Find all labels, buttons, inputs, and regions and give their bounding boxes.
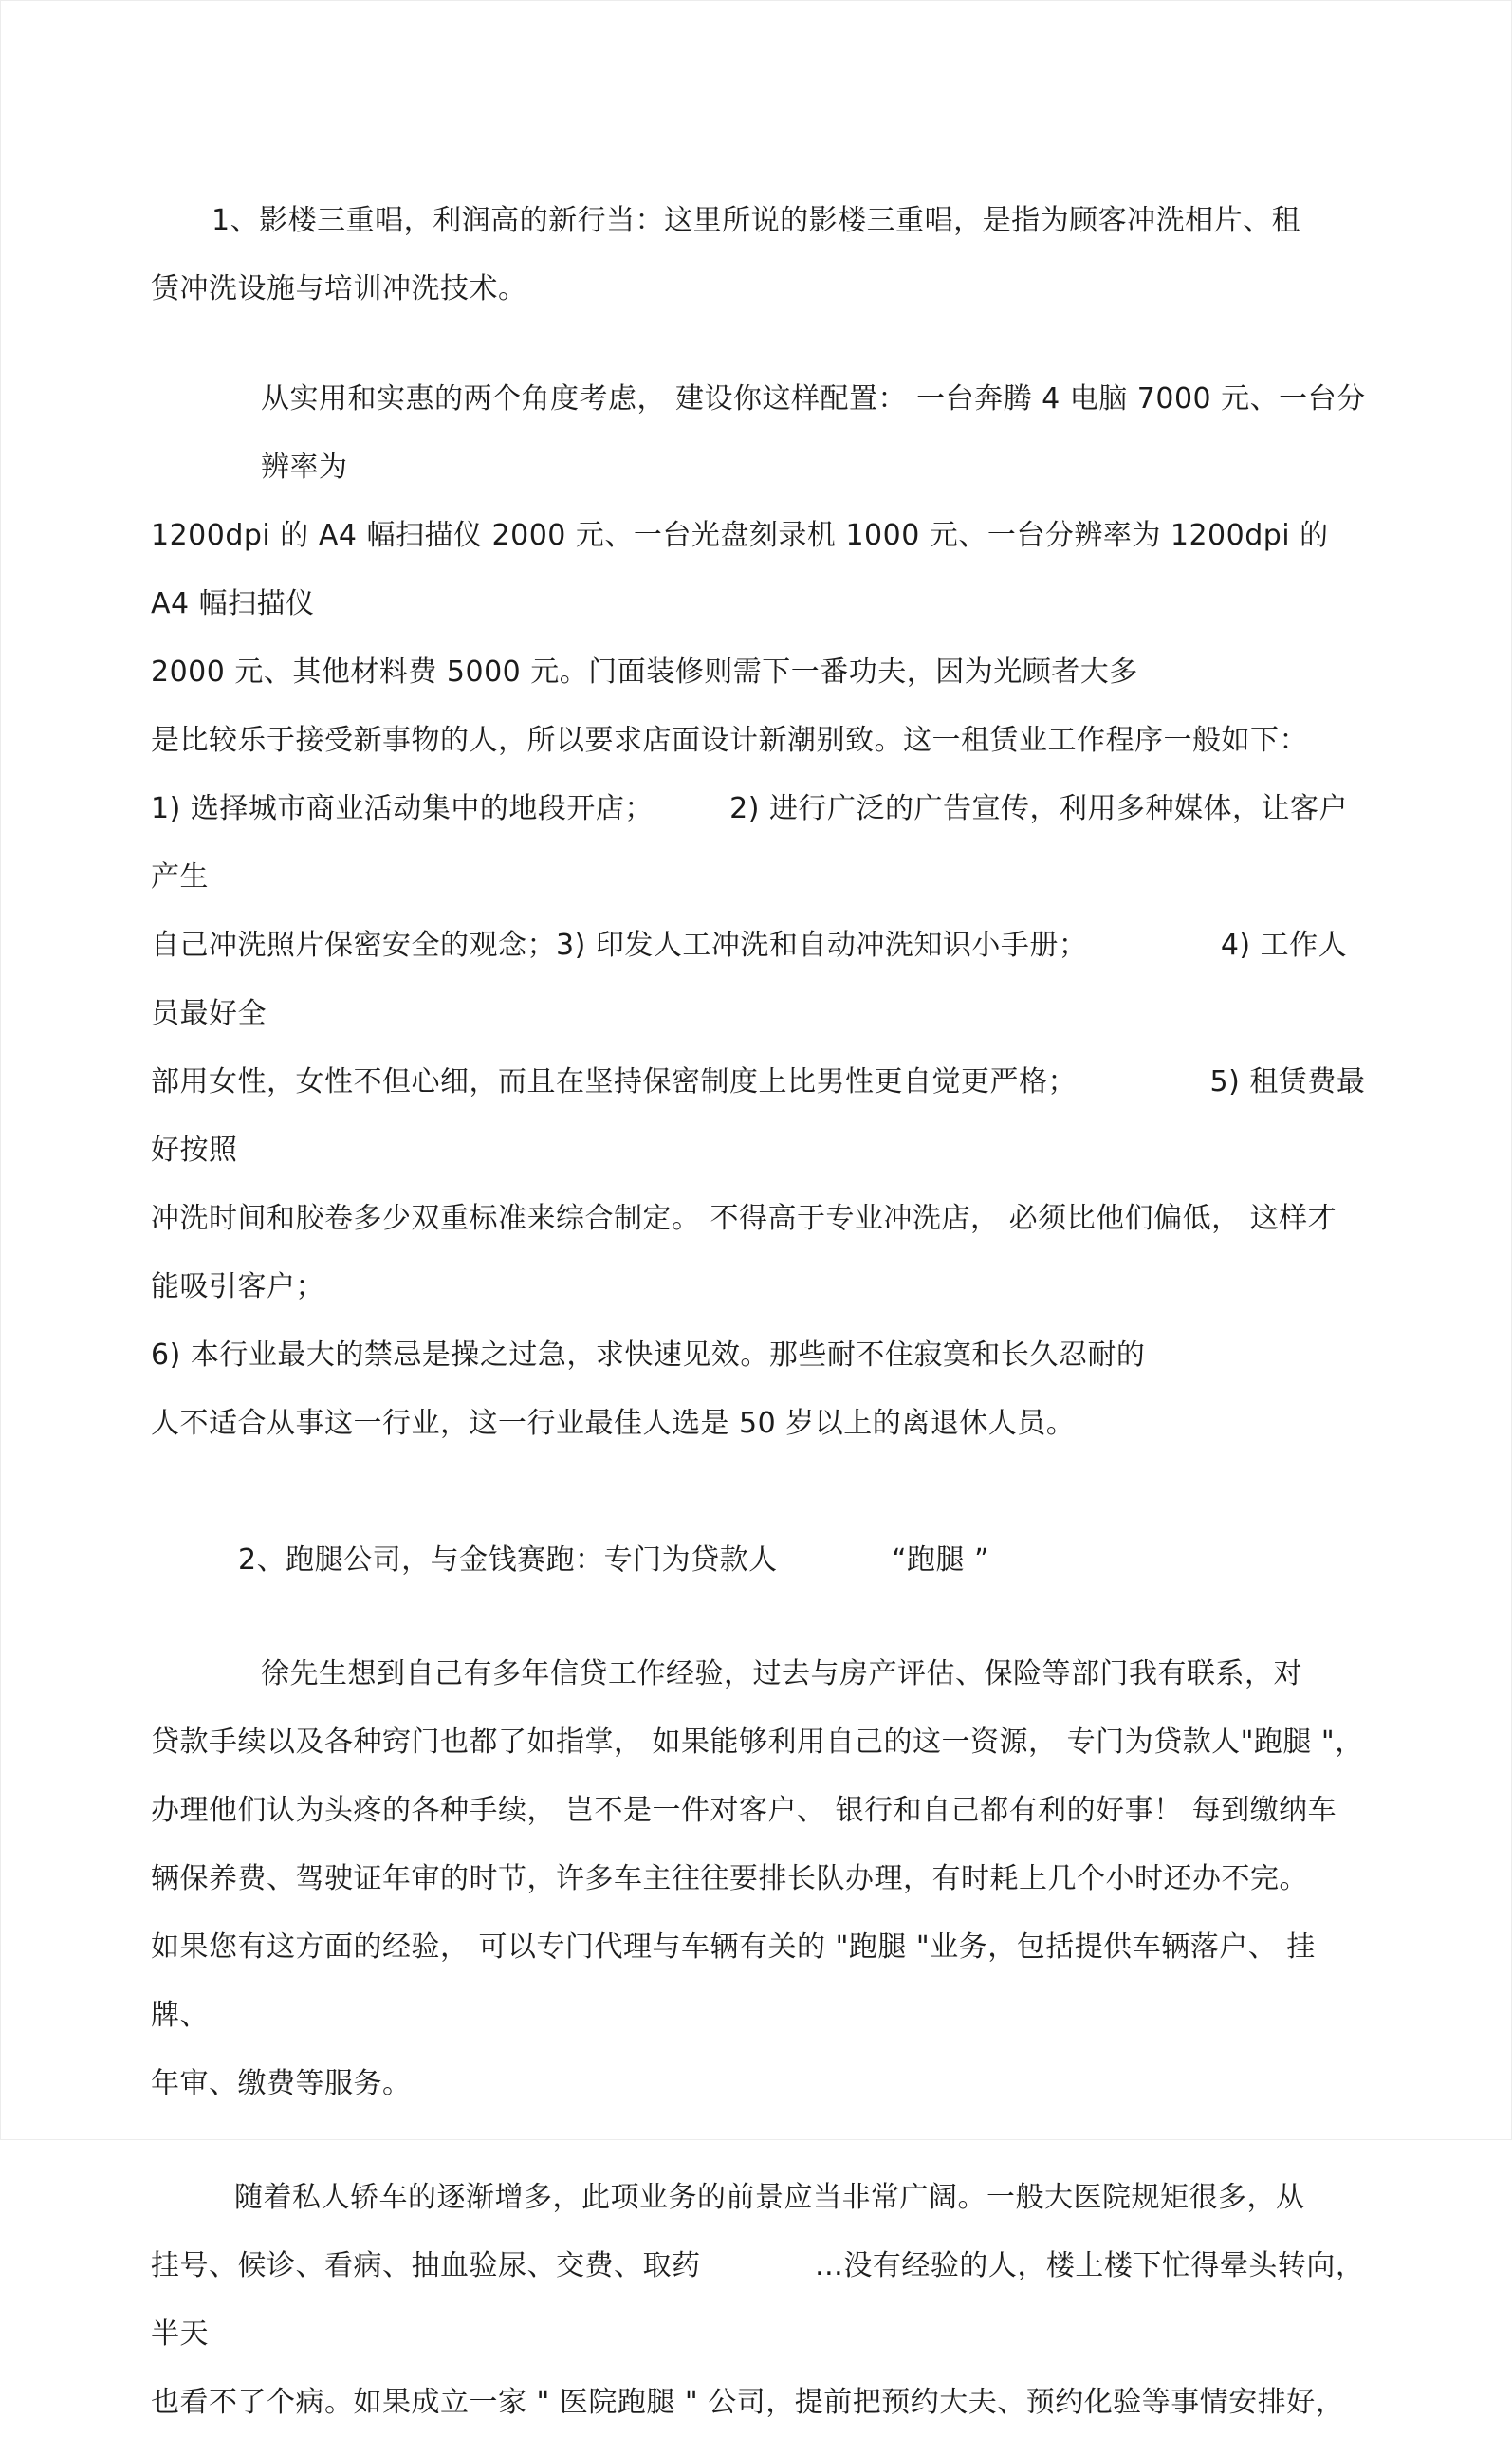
paragraph-3-errand-company-heading xyxy=(151,1526,1369,1595)
text-line: 辆保养费、驾驶证年审的时节，许多车主往往要排长队办理，有时耗上几个小时还办不完。 xyxy=(151,1862,1308,1895)
text-line: 1) 选择城市商业活动集中的地段开店； 2) 进行广泛的广告宣传，利用多种媒体，让客户产生 xyxy=(151,792,1348,894)
text-line: 1200dpi 的 A4 幅扫描仪 2000 元、一台光盘刻录机 1000 元、一台分辨率为 1200dpi 的 A4 幅扫描仪 xyxy=(151,519,1338,620)
text-line: 自己冲洗照片保密安全的观念；3) 印发人工冲洗和自动冲洗知识小手册； 4) 工作人员最好全 xyxy=(151,929,1348,1030)
paragraph-5-hospital-errand-outlook xyxy=(151,2164,1369,2437)
text-line: 是比较乐于接受新事物的人，所以要求店面设计新潮别致。这一租赁业工作程序一般如下： xyxy=(151,724,1308,757)
text-line: 1、影楼三重唱，利润高的新行当：这里所说的影楼三重唱，是指为顾客冲洗相片、租 xyxy=(212,204,1301,237)
text-line: 随着私人轿车的逐渐增多，此项业务的前景应当非常广阔。一般大医院规矩很多，从 xyxy=(234,2181,1305,2214)
text-line: 赁冲洗设施与培训冲洗技术。 xyxy=(151,272,527,305)
text-line: 如果您有这方面的经验， 可以专门代理与车辆有关的 "跑腿 "业务，包括提供车辆落户、 挂牌、 xyxy=(151,1930,1316,2032)
text-line: 6) 本行业最大的禁忌是操之过急，求快速见效。那些耐不住寂寞和长久忍耐的 xyxy=(151,1339,1146,1372)
text-line: 部用女性，女性不但心细，而且在坚持保密制度上比男性更自觉更严格； 5) 租赁费最好按照 xyxy=(151,1065,1366,1167)
text-line: 挂号、候诊、看病、抽血验尿、交费、取药 …没有经验的人，楼上楼下忙得晕头转向，半天 xyxy=(151,2249,1365,2351)
text-line: 从实用和实惠的两个角度考虑， 建设你这样配置： 一台奔腾 4 电脑 7000 元、一台分 辨率为 xyxy=(261,382,1375,484)
text-line: 2、跑腿公司，与金钱赛跑：专门为贷款人 “跑腿 ” xyxy=(238,1543,990,1577)
document-body xyxy=(151,187,1375,2437)
text-line: 也看不了个病。如果成立一家 " 医院跑腿 " 公司，提前把预约大夫、预约化验等事情安排好， xyxy=(151,2386,1345,2419)
paragraph-4-mr-xu-loan-errands xyxy=(151,1640,1369,2118)
text-line: 人不适合从事这一行业，这一行业最佳人选是 50 岁以上的离退休人员。 xyxy=(151,1407,1076,1440)
text-line: 冲洗时间和胶卷多少双重标准来综合制定。 不得高于专业冲洗店， 必须比他们偏低， 这样才 能吸引客户； xyxy=(151,1202,1347,1303)
paragraph-1-photo-studio-intro xyxy=(151,187,1369,323)
text-line: 贷款手续以及各种窍门也都了如指掌， 如果能够利用自己的这一资源， 专门为贷款人"跑腿 "， xyxy=(151,1726,1364,1759)
text-line: 办理他们认为头疼的各种手续， 岂不是一件对客户、 银行和自己都有利的好事！ 每到缴纳车 xyxy=(151,1794,1337,1827)
paragraph-2-equipment-and-procedure xyxy=(151,365,1375,1458)
text-line: 徐先生想到自己有多年信贷工作经验，过去与房产评估、保险等部门我有联系，对 xyxy=(261,1657,1302,1690)
text-line: 2000 元、其他材料费 5000 元。门面装修则需下一番功夫，因为光顾者大多 xyxy=(151,655,1138,689)
text-line: 年审、缴费等服务。 xyxy=(151,2067,412,2100)
